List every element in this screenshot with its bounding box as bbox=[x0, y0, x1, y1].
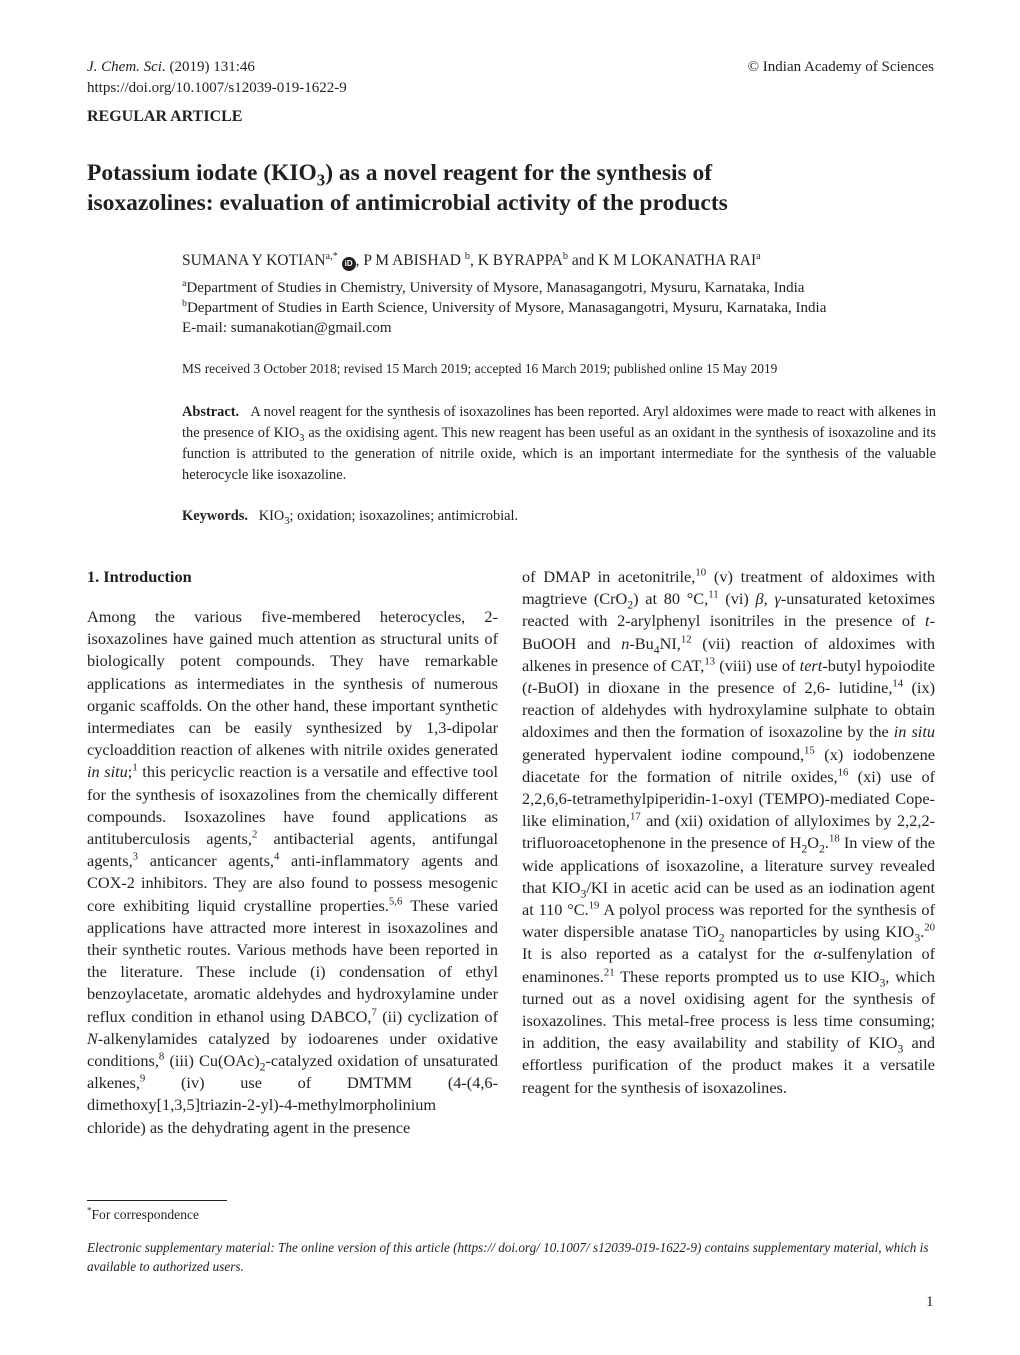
reference-sup[interactable]: 16 bbox=[837, 766, 849, 779]
reference-sup[interactable]: 12 bbox=[680, 633, 692, 646]
abstract bbox=[182, 402, 936, 486]
body-italic: N bbox=[87, 1028, 98, 1048]
body-text: O bbox=[807, 833, 819, 853]
keywords bbox=[182, 506, 518, 526]
body-italic: in situ bbox=[893, 722, 935, 742]
reference-sup[interactable]: 9 bbox=[139, 1072, 146, 1085]
body-column-left bbox=[87, 606, 498, 1139]
body-text: (ii) cyclization of bbox=[376, 1006, 498, 1026]
reference-sup[interactable]: 2 bbox=[251, 828, 258, 841]
body-text: ; bbox=[127, 762, 133, 782]
body-column-right bbox=[522, 566, 935, 1099]
body-sub: 3 bbox=[580, 887, 587, 901]
keyword-text: ; oxidation; isoxazolines; antimicrobial. bbox=[289, 508, 519, 524]
body-text: -BuOI) in dioxane in the presence of 2,6- lutidine, bbox=[531, 678, 893, 698]
body-text: . bbox=[824, 833, 829, 853]
body-text: /KI in acetic acid can be used as an iodination agent at 110 °C. bbox=[522, 877, 936, 920]
author-name: , P M ABISHAD bbox=[355, 252, 465, 269]
body-text: -catalyzed oxidation of unsaturated alkenes, bbox=[87, 1051, 499, 1093]
author-name: and K M LOKANATHA RAI bbox=[567, 252, 757, 269]
keyword-sub: 3 bbox=[284, 515, 290, 527]
body-text: NI, bbox=[659, 633, 681, 653]
body-text: (viii) use of bbox=[715, 655, 800, 675]
affil-text: Department of Studies in Chemistry, University of Mysore, Manasagangotri, Mysuru, Karnataka, India bbox=[186, 280, 805, 296]
body-text: and effortless purification of the product makes it a versatile reagent for the synthesis of isoxazolines. bbox=[522, 1033, 936, 1097]
body-sub: 3 bbox=[897, 1042, 904, 1056]
body-italic: n bbox=[621, 633, 630, 653]
author-name: , K BYRAPPA bbox=[469, 252, 563, 269]
body-text: (iv) use of DMTMM (4-(4,6-dimethoxy[1,3,5]triazin-2-yl)-4-methylmorpholinium chloride) as the dehydrating agent in the presence bbox=[87, 1073, 498, 1137]
article-type: REGULAR ARTICLE bbox=[87, 108, 243, 125]
affiliation-b bbox=[182, 298, 942, 318]
reference-sup[interactable]: 19 bbox=[588, 899, 600, 912]
reference-sup[interactable]: 7 bbox=[371, 1006, 377, 1019]
body-italic: α bbox=[813, 944, 823, 964]
reference-sup[interactable]: 5,6 bbox=[388, 895, 403, 908]
body-text: These varied applications have attracted more interest in isoxazolines and their synthetic routes. Various methods have been reported in the literature. These include (i) condensation of ethyl benzoylacetate, aromatic aldehydes and hydroxylamine under reflux condition in ethanol using DABCO, bbox=[87, 895, 498, 1026]
body-text: (ix) reaction of aldehydes with hydroxylamine sulphate to obtain aldoximes and then the formation of isoxazoline by the bbox=[522, 678, 936, 742]
affil-sup: b bbox=[182, 298, 187, 309]
body-sub: 2 bbox=[718, 931, 725, 945]
body-text: generated hypervalent iodine compound, bbox=[522, 744, 805, 764]
body-text: (v) treatment of aldoximes with magtrieve (CrO bbox=[522, 567, 935, 609]
reference-sup[interactable]: 8 bbox=[158, 1050, 165, 1063]
body-sub: 3 bbox=[914, 931, 921, 945]
body-text: It is also reported as a catalyst for the bbox=[522, 944, 814, 964]
body-text: antibacterial agents, antifungal agents, bbox=[87, 829, 499, 871]
body-sub: 2 bbox=[819, 842, 825, 856]
abstract-sub: 3 bbox=[299, 432, 305, 444]
body-text: of DMAP in acetonitrile, bbox=[522, 567, 696, 586]
citation: (2019) 131:46 bbox=[165, 59, 255, 75]
abstract-text: as the oxidising agent. This new reagent has been useful as an oxidant in the synthesis of isoxazoline and its function is attributed to the generation of nitrile oxide, which is an important intermediate for the synthesis of the valuable heterocycle like isoxazoline. bbox=[182, 425, 936, 483]
journal-citation bbox=[87, 58, 255, 76]
body-italic: in situ bbox=[87, 762, 128, 782]
body-sub: 2 bbox=[627, 598, 634, 612]
body-text: -Bu bbox=[629, 633, 654, 653]
reference-sup[interactable]: 3 bbox=[132, 850, 139, 863]
reference-sup[interactable]: 18 bbox=[828, 833, 840, 846]
body-text: In view of the wide applications of isoxazoline, a literature survey revealed that KIO bbox=[522, 833, 935, 897]
body-text: Among the various five-membered heterocycles, 2-isoxazolines have gained much attention as structural units of biologically potent compounds. They have remarkable applications as intermediates in the synthesis of numerous organic scaffolds. On the other hand, these important synthetic intermediates can be easily synthesized by 1,3-dipolar cycloaddition reaction of alkenes with nitrile oxides generated bbox=[87, 607, 498, 760]
body-text: (vi) bbox=[718, 589, 756, 609]
publisher: © Indian Academy of Sciences bbox=[747, 59, 934, 75]
reference-sup[interactable]: 13 bbox=[704, 655, 716, 668]
reference-sup[interactable]: 15 bbox=[804, 744, 815, 757]
reference-sup[interactable]: 20 bbox=[924, 921, 936, 934]
body-text: (vii) reaction of aldoximes with alkenes in presence of CAT, bbox=[522, 633, 935, 675]
title-text: isoxazolines: evaluation of antimicrobial activity of the products bbox=[87, 190, 728, 216]
body-text: ) at 80 °C, bbox=[633, 589, 709, 609]
abstract-text: A novel reagent for the synthesis of isoxazolines has been reported. Aryl aldoximes were made to react with alkenes in the presence of KIO bbox=[182, 404, 937, 441]
body-text: and (xii) oxidation of allyloximes by 2,2,2-trifluoroacetophenone in the presence of H bbox=[522, 811, 936, 853]
body-text: A polyol process was reported for the synthesis of water dispersible anatase TiO bbox=[522, 900, 935, 942]
body-sub: 2 bbox=[801, 842, 808, 856]
reference-sup[interactable]: 17 bbox=[630, 810, 641, 823]
body-italic: t bbox=[527, 678, 532, 698]
body-italic: tert bbox=[799, 655, 823, 675]
body-text: (iii) Cu(OAc) bbox=[164, 1051, 260, 1071]
section-heading: 1. Introduction bbox=[87, 567, 192, 586]
author-affil-sup: b bbox=[562, 250, 568, 262]
body-italic: β, γ bbox=[755, 589, 781, 609]
body-text: this pericyclic reaction is a versatile and effective tool for the synthesis of isoxazolines from the chemically different compounds. Isoxazolines have found applications as antituberculosis agents, bbox=[87, 762, 498, 849]
author-affil-sup: a bbox=[756, 250, 761, 262]
reference-sup[interactable]: 21 bbox=[603, 966, 615, 979]
title-sub: 3 bbox=[316, 170, 326, 190]
body-text: anti-inflammatory agents and COX-2 inhibitors. They are also found to possess mesogenic core exhibiting liquid crystalline properties. bbox=[87, 851, 498, 915]
body-text: (xi) use of 2,2,6,6-tetramethylpiperidin-1-oxyl (TEMPO)-mediated Cope-like elimination, bbox=[522, 766, 936, 831]
author-affil-sup: b bbox=[464, 250, 470, 262]
doi-link[interactable]: https://doi.org/10.1007/s12039-019-1622-9 bbox=[87, 80, 347, 96]
reference-sup[interactable]: 14 bbox=[892, 677, 904, 690]
body-text: nanoparticles by using KIO bbox=[724, 922, 915, 942]
keyword-text: KIO bbox=[258, 508, 285, 524]
body-text: . bbox=[920, 922, 925, 942]
body-sub: 3 bbox=[879, 975, 886, 989]
body-sub: 2 bbox=[259, 1060, 266, 1074]
affiliation-a bbox=[182, 278, 942, 298]
supplementary-note: Electronic supplementary material: The online version of this article (https:// doi.org/ 10.1007/ s12039-019-1622-9) contains supplementary material, which is available to authorized users. bbox=[87, 1240, 929, 1274]
body-text: -butyl hypoiodite ( bbox=[522, 655, 935, 698]
email[interactable]: E-mail: sumanakotian@gmail.com bbox=[182, 320, 392, 336]
body-text: -alkenylamides catalyzed by iodoarenes under oxidative conditions, bbox=[87, 1028, 498, 1071]
footnote-text: For correspondence bbox=[91, 1207, 200, 1222]
footnote-mark: * bbox=[87, 1205, 92, 1216]
keywords-label: Keywords. bbox=[182, 508, 248, 524]
reference-sup[interactable]: 4 bbox=[273, 850, 280, 863]
article-title bbox=[87, 158, 947, 218]
body-text: -BuOOH and bbox=[522, 611, 935, 653]
body-text: -unsaturated ketoximes reacted with 2-arylphenyl isonitriles in the presence of bbox=[522, 589, 935, 631]
page-number: 1 bbox=[926, 1294, 934, 1310]
orcid-icon[interactable]: iD bbox=[342, 257, 356, 271]
body-text: , which turned out as a novel oxidising agent for the synthesis of isoxazolines. This metal-free process is less time consuming; in addition, the easy availability and stability of KIO bbox=[522, 966, 935, 1053]
footnote-rule bbox=[87, 1200, 227, 1201]
reference-sup[interactable]: 1 bbox=[132, 762, 138, 774]
title-text: Potassium iodate (KIO bbox=[87, 160, 317, 186]
body-text: (x) iodobenzene diacetate for the formation of nitrile oxides, bbox=[522, 744, 935, 786]
title-text: ) as a novel reagent for the synthesis of bbox=[325, 160, 713, 186]
abstract-label: Abstract. bbox=[182, 404, 240, 420]
journal-name: J. Chem. Sci. bbox=[87, 59, 166, 75]
author-affil-sup: a,* bbox=[325, 250, 338, 262]
body-text: anticancer agents, bbox=[138, 851, 274, 871]
reference-sup[interactable]: 11 bbox=[708, 588, 719, 601]
body-italic: t bbox=[925, 611, 930, 631]
affil-sup: a bbox=[182, 278, 187, 289]
reference-sup[interactable]: 10 bbox=[695, 566, 707, 579]
affil-text: Department of Studies in Earth Science, University of Mysore, Manasagangotri, Mysuru, Karnataka, India bbox=[186, 300, 827, 316]
body-sub: 4 bbox=[653, 642, 660, 656]
author-list bbox=[182, 251, 942, 271]
manuscript-dates: MS received 3 October 2018; revised 15 March 2019; accepted 16 March 2019; published online 15 May 2019 bbox=[182, 361, 778, 376]
body-text: These reports prompted us to use KIO bbox=[614, 966, 880, 986]
body-text: -sulfenylation of enaminones. bbox=[522, 944, 936, 986]
author-name: SUMANA Y KOTIAN bbox=[182, 252, 326, 269]
footnote bbox=[87, 1206, 199, 1224]
